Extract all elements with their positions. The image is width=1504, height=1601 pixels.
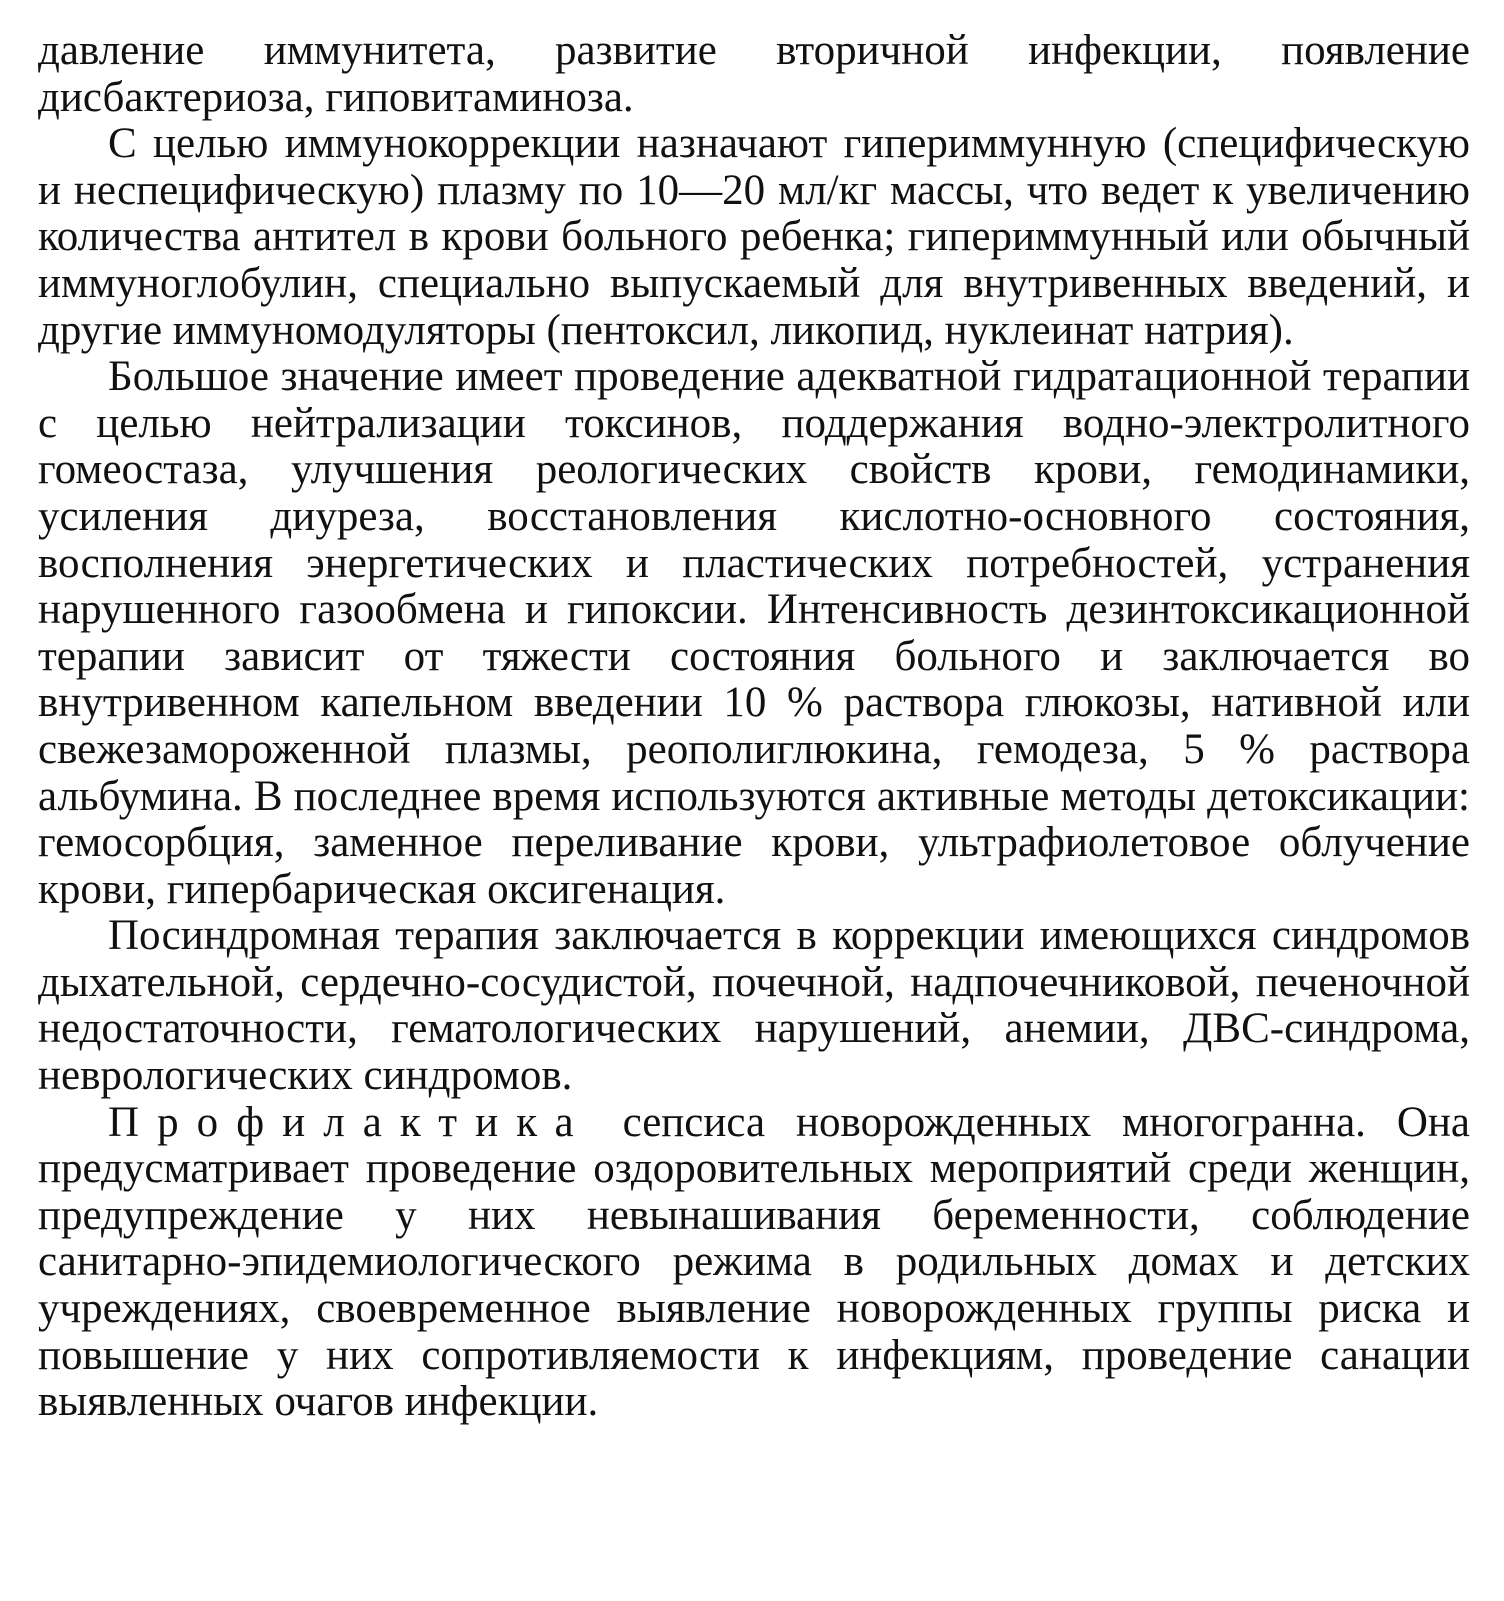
prophylaxis-text: сепсиса новорожденных многогранна. Она предусматривает проведение оздоровительных мероприятий среди женщин, предупреждение у них невынашивания беременности, соблюдение санитарно-эпидемиологического режима в родильных домах и детских учреждениях, своевременное выявление новорожденных группы риска и повышение у них сопротивляемости к инфекциям, проведение санации выявленных очагов инфекции. [38,1098,1470,1426]
prophylaxis-heading-word: Профилактика [108,1098,592,1146]
paragraph-prophylaxis [38,1100,1470,1426]
paragraph-immunity-continuation: давление иммунитета, развитие вторичной инфекции, появление дисбактериоза, гиповитаминоза. [38,27,1470,121]
paragraph-syndromic-therapy: Посиндромная терапия заключается в коррекции имеющихся синдромов дыхательной, сердечно-сосудистой, почечной, надпочечниковой, печеночной недостаточности, гематологических нарушений, анемии, ДВС-синдрома, неврологических синдромов. [38,912,1470,1100]
document-page [38,28,1470,1426]
paragraph-hydration-therapy: Большое значение имеет проведение адекватной гидратационной терапии с целью нейтрализации токсинов, поддержания водно-электролитного гомеостаза, улучшения реологических свойств крови, гемодинамики, усиления диуреза, восстановления кислотно-основного состояния, восполнения энергетических и пластических потребностей, устранения нарушенного газообмена и гипоксии. Интенсивность дезинтоксикационной терапии зависит от тяжести состояния больного и заключается во внутривенном капельном введении 10 % раствора глюкозы, нативной или свежезамороженной плазмы, реополиглюкина, гемодеза, 5 % раствора альбумина. В последнее время используются активные методы детоксикации: гемосорбция, заменное переливание крови, ультрафиолетовое облучение крови, гипербарическая оксигенация. [38,353,1470,913]
paragraph-immunocorrection: С целью иммунокоррекции назначают гипериммунную (специфическую и неспецифическую) плазму по 10—20 мл/кг массы, что ведет к увеличению количества антител в крови больного ребенка; гипериммунный или обычный иммуноглобулин, специально выпускаемый для внутривенных введений, и другие иммуномодуляторы (пентоксил, ликопид, нуклеинат натрия). [38,120,1470,354]
